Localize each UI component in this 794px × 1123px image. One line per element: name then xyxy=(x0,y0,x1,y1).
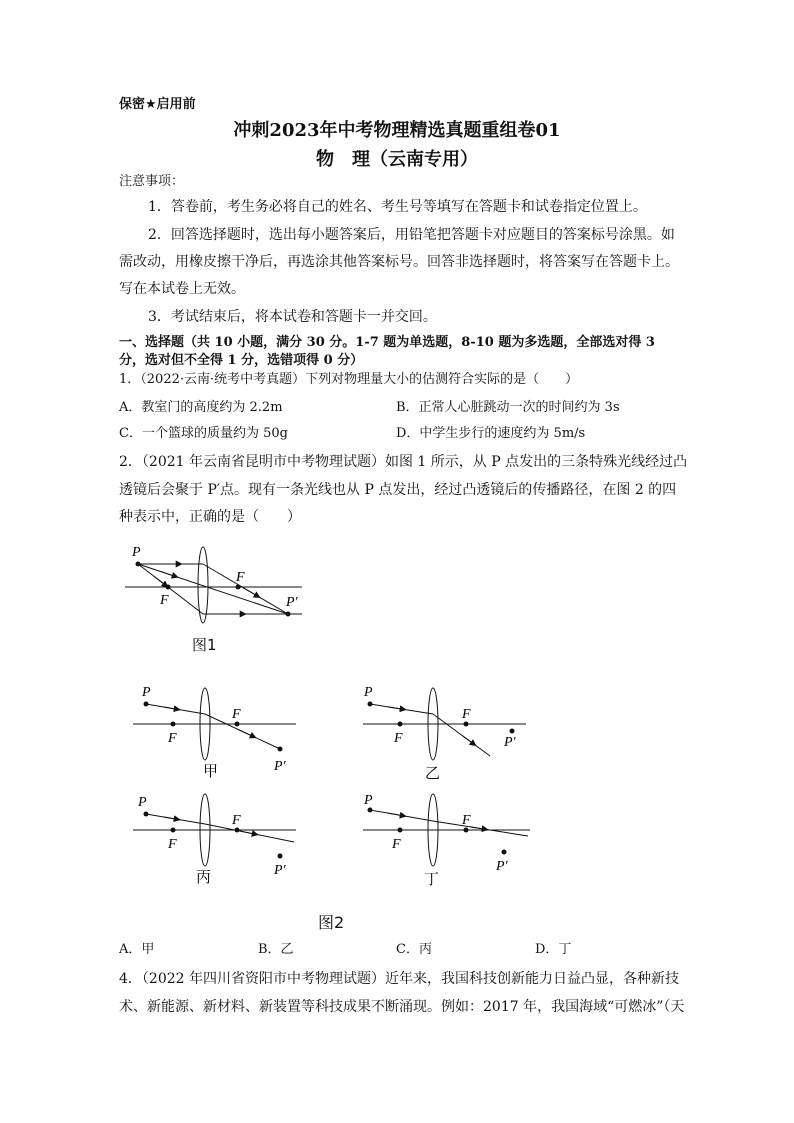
svg-text:P′: P′ xyxy=(274,863,286,878)
section-heading: 一、选择题（共 10 小题，满分 30 分。1-7 题为单选题，8-10 题为多选题，全部选对得 3 xyxy=(119,335,655,350)
label-p: P xyxy=(132,545,141,560)
point-f-right xyxy=(236,585,241,590)
figure-1-diagram xyxy=(120,540,320,630)
q1-option-b: B．正常人心脏跳动一次的时间约为 3s xyxy=(396,400,620,415)
q2-stem-line-3: 种表示中，正确的是（ ） xyxy=(119,509,301,525)
q2-option-d: D．丁 xyxy=(535,942,572,957)
exam-subtitle: 物 理（云南专用） xyxy=(316,149,478,170)
q2-stem-line-2: 透镜后会聚于 P′点。现有一条光线也从 P 点发出，经过凸透镜后的传播路径，在图 2 的四 xyxy=(119,482,677,498)
svg-text:乙: 乙 xyxy=(425,764,441,780)
figure-2-panel-ding xyxy=(358,790,538,890)
svg-text:P: P xyxy=(138,795,147,810)
note-item-3: 3．考试结束后，将本试卷和答题卡一并交回。 xyxy=(148,309,437,325)
svg-text:F: F xyxy=(168,731,177,746)
q1-stem: 1．（2022·云南·统考中考真题）下列对物理量大小的估测符合实际的是（ ） xyxy=(119,372,579,387)
label-f-right: F xyxy=(236,570,245,585)
notes-heading: 注意事项： xyxy=(119,174,185,189)
exam-title: 冲刺2023年中考物理精选真题重组卷01 xyxy=(233,120,561,141)
figure-2-caption: 图2 xyxy=(318,913,345,932)
q4-line-1: 4．（2022 年四川省资阳市中考物理试题）近年来，我国科技创新能力日益凸显，各种新技 xyxy=(119,971,679,987)
svg-text:P: P xyxy=(364,685,373,700)
svg-text:丙: 丙 xyxy=(196,868,212,886)
svg-text:P: P xyxy=(364,793,373,808)
q4-line-2: 术、新能源、新材料、新装置等科技成果不断涌现。例如：2017 年，我国海域“可燃冰”（天 xyxy=(119,999,685,1015)
svg-text:甲: 甲 xyxy=(203,762,219,780)
svg-text:F: F xyxy=(394,731,403,746)
svg-text:F: F xyxy=(462,813,471,828)
q1-option-d: D．中学生步行的速度约为 5m/s xyxy=(396,426,586,441)
point-p xyxy=(136,562,141,567)
figure-2-panel-yi xyxy=(358,680,538,780)
section-heading-cont: 分，选对但不全得 1 分，选错项得 0 分） xyxy=(119,353,364,368)
svg-text:P: P xyxy=(142,685,151,700)
svg-text:F: F xyxy=(168,837,177,852)
label-p-prime: P′ xyxy=(286,595,298,610)
label-f-left: F xyxy=(160,593,169,608)
svg-text:P′: P′ xyxy=(274,759,286,774)
focal-ray xyxy=(138,564,203,614)
svg-text:F: F xyxy=(232,707,241,722)
note-item-2-cont: 需改动，用橡皮擦干净后，再选涂其他答案标号。回答非选择题时，将答案写在答题卡上。 xyxy=(119,254,679,270)
svg-text:F: F xyxy=(462,707,471,722)
q2-option-c: C．丙 xyxy=(396,942,432,957)
note-item-1: 1．答卷前，考生务必将自己的姓名、考生号等填写在答题卡和试卷指定位置上。 xyxy=(148,199,647,215)
figure-1-caption: 图1 xyxy=(192,636,217,654)
q1-option-c: C．一个篮球的质量约为 50g xyxy=(119,426,288,441)
figure-2-panel-jia xyxy=(128,680,308,780)
svg-text:P′: P′ xyxy=(496,859,508,874)
svg-text:F: F xyxy=(232,813,241,828)
figure-2-panel-bing xyxy=(128,790,308,890)
svg-text:F: F xyxy=(392,837,401,852)
svg-text:P′: P′ xyxy=(504,735,516,750)
q2-option-b: B．乙 xyxy=(258,942,294,957)
note-item-2: 2．回答选择题时，选出每小题答案后，用铅笔把答题卡对应题目的答案标号涂黑。如 xyxy=(148,227,675,243)
svg-text:丁: 丁 xyxy=(424,870,440,888)
confidential-label: 保密★启用前 xyxy=(119,97,196,112)
point-p-prime xyxy=(286,612,291,617)
q2-stem-line-1: 2．（2021 年云南省昆明市中考物理试题）如图 1 所示，从 P 点发出的三条特殊光线经过凸 xyxy=(119,454,688,470)
q1-option-a: A．教室门的高度约为 2.2m xyxy=(119,400,283,415)
q2-option-a: A．甲 xyxy=(119,942,155,957)
note-item-2-end: 写在本试卷上无效。 xyxy=(119,281,245,297)
point-f-left xyxy=(166,585,171,590)
